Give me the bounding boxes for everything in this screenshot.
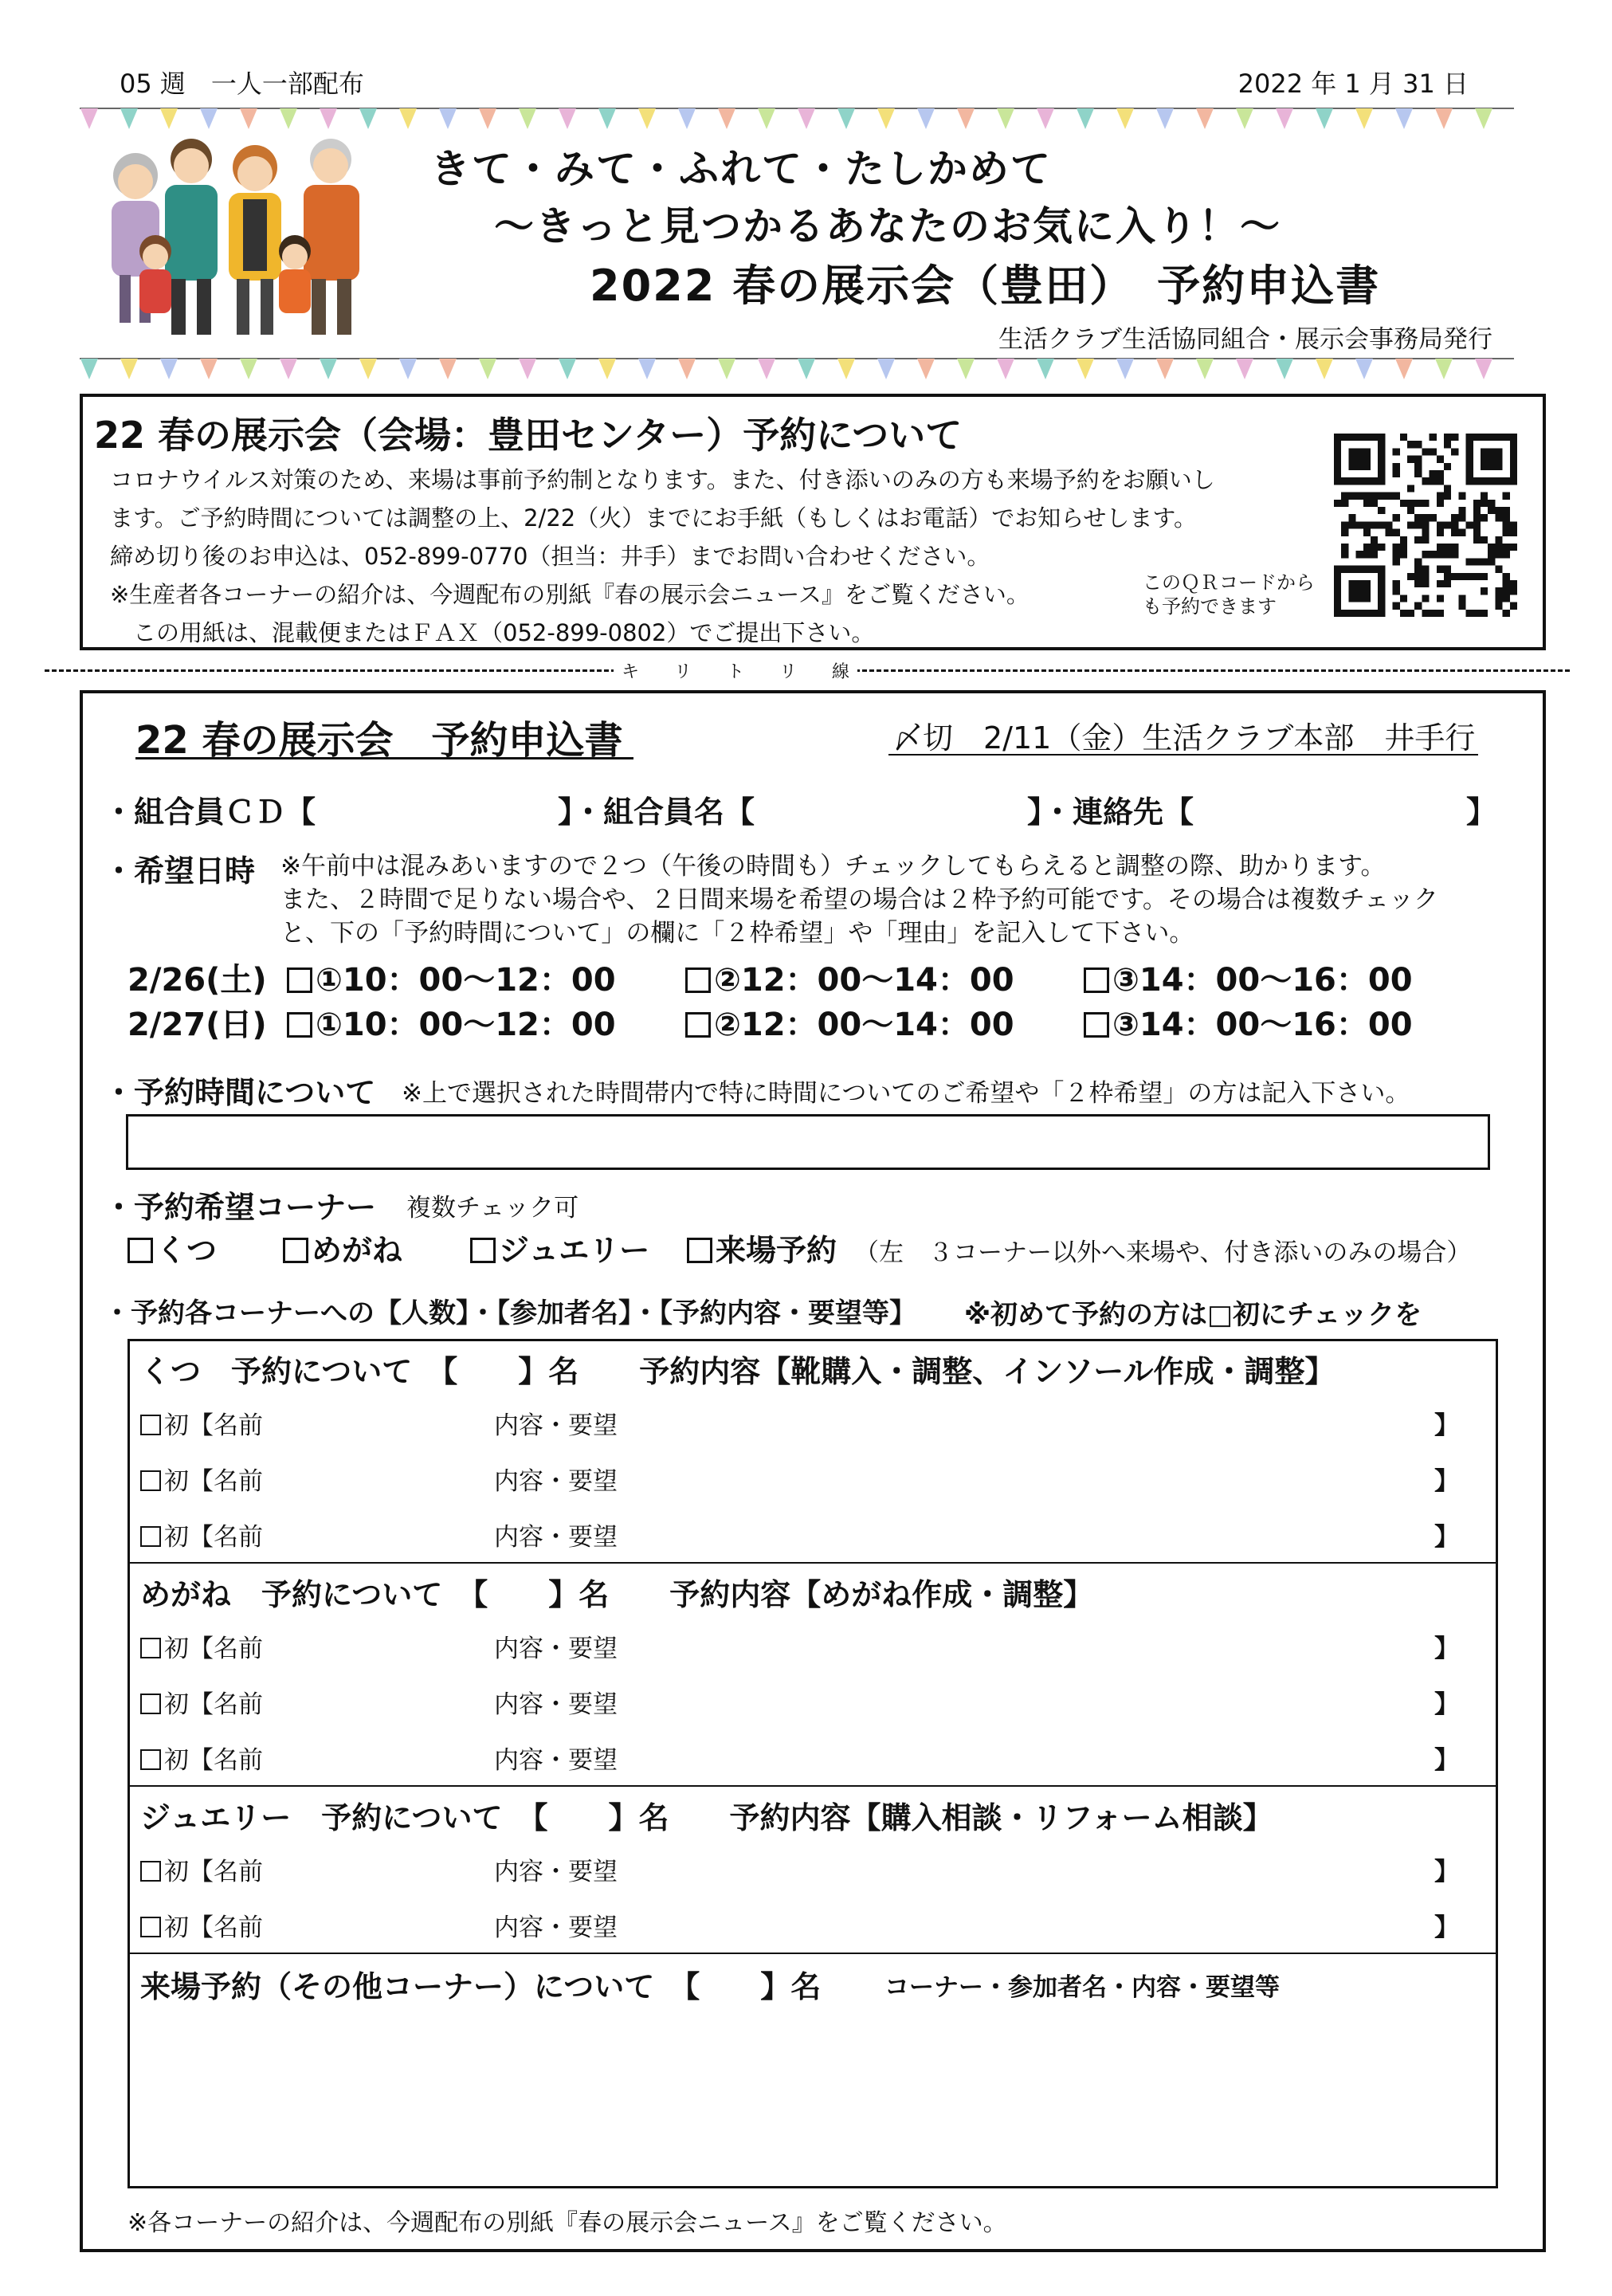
row-jewelry-2-end: 】 bbox=[1434, 1913, 1459, 1942]
bunting-flag bbox=[758, 108, 775, 129]
slot-2-2[interactable]: ②12：00～14：00 bbox=[685, 999, 1014, 1045]
checkbox[interactable] bbox=[140, 1917, 161, 1937]
bunting-flag bbox=[1355, 108, 1373, 129]
bunting-flag bbox=[837, 108, 855, 129]
bunting-flag bbox=[439, 359, 457, 379]
checkbox[interactable] bbox=[127, 1238, 153, 1263]
time-input[interactable] bbox=[126, 1114, 1490, 1170]
bunting-flag bbox=[559, 359, 576, 379]
row-megane-2-content: 内容・要望 bbox=[494, 1690, 618, 1719]
bunting-flag bbox=[957, 108, 975, 129]
row-kutsu-1-content: 内容・要望 bbox=[494, 1411, 618, 1440]
bunting-flag bbox=[399, 108, 417, 129]
bunting-flag bbox=[80, 359, 98, 379]
date-note-1: ※午前中は混みあいますので２つ（午後の時間も）チェックしてもらえると調整の際、助かります。 bbox=[280, 852, 1386, 881]
qr-caption-line-1: このＱＲコードから bbox=[1143, 571, 1315, 594]
section-divider bbox=[127, 1953, 1498, 1954]
section-title-megane: めがね 予約について 【 】名 予約内容【めがね作成・調整】 bbox=[140, 1577, 1094, 1612]
bunting-flag bbox=[240, 359, 257, 379]
member-fields[interactable]: ・組合員ＣＤ【 】・組合員名【 】・連絡先【 】 bbox=[104, 795, 1497, 830]
bunting-flag bbox=[80, 108, 98, 129]
bunting-flag bbox=[798, 359, 815, 379]
row-jewelry-2-content: 内容・要望 bbox=[494, 1913, 618, 1942]
section-title-jewelry: ジュエリー 予約について 【 】名 予約内容【購入相談・リフォーム相談】 bbox=[140, 1800, 1273, 1835]
footer-note: ※各コーナーの紹介は、今週配布の別紙『春の展示会ニュース』をご覧ください。 bbox=[127, 2209, 1007, 2237]
date-notes bbox=[280, 850, 1438, 950]
row-megane-1-first[interactable]: 初【名前 bbox=[140, 1628, 263, 1664]
checkbox[interactable] bbox=[470, 1238, 496, 1263]
row-jewelry-2-first[interactable]: 初【名前 bbox=[140, 1907, 263, 1943]
bunting-flag bbox=[997, 108, 1014, 129]
bunting-flag bbox=[320, 108, 337, 129]
checkbox[interactable] bbox=[287, 1012, 312, 1038]
each-note: ※初めて予約の方は□初にチェックを bbox=[964, 1299, 1422, 1331]
bunting-flag bbox=[1395, 359, 1413, 379]
bunting-flag bbox=[399, 359, 417, 379]
slot-2-1[interactable]: ①10：00～12：00 bbox=[287, 999, 616, 1045]
bunting-flag bbox=[1316, 359, 1333, 379]
bunting-flag bbox=[1116, 359, 1134, 379]
bunting-flag bbox=[598, 108, 616, 129]
checkbox[interactable] bbox=[1084, 967, 1109, 993]
week-label: 05 週 一人一部配布 bbox=[120, 69, 364, 99]
about-line-2: ます。ご予約時間については調整の上、2/22（火）までにお手紙（もしくはお電話）でお知らせします。 bbox=[110, 504, 1198, 532]
bunting-flag bbox=[1236, 108, 1253, 129]
date-note-3: と、下の「予約時間について」の欄に「２枠希望」や「理由」を記入して下さい。 bbox=[280, 919, 1194, 948]
about-box bbox=[80, 394, 1546, 650]
bunting-flag bbox=[120, 108, 138, 129]
bunting-flag bbox=[1116, 108, 1134, 129]
qr-caption-line-2: も予約できます bbox=[1143, 595, 1277, 618]
bunting-flag bbox=[917, 359, 935, 379]
bunting-flag bbox=[280, 359, 297, 379]
bunting-flag bbox=[280, 108, 297, 129]
corner-megane[interactable]: めがね bbox=[283, 1226, 402, 1270]
bunting-flag bbox=[1276, 108, 1293, 129]
bunting-flag bbox=[1475, 108, 1492, 129]
checkbox[interactable] bbox=[140, 1470, 161, 1491]
title-line-3: 2022 春の展示会（豊田） 予約申込書 bbox=[590, 261, 1381, 311]
visit-input[interactable] bbox=[135, 2016, 1490, 2184]
bunting-flag bbox=[1236, 359, 1253, 379]
corner-label: ・予約希望コーナー bbox=[104, 1190, 377, 1225]
each-label: ・予約各コーナーへの【人数】・【参加者名】・【予約内容・要望等】 bbox=[104, 1297, 916, 1329]
about-line-5: この用紙は、混載便またはＦＡＸ（052-899-0802）でご提出下さい。 bbox=[110, 619, 875, 646]
checkbox[interactable] bbox=[687, 1238, 712, 1263]
date-label: ・希望日時 bbox=[104, 854, 256, 889]
checkbox[interactable] bbox=[140, 1415, 161, 1435]
bunting-flag bbox=[1077, 108, 1094, 129]
bunting-flag bbox=[877, 359, 895, 379]
bunting-flag bbox=[160, 359, 178, 379]
row-kutsu-2-first[interactable]: 初【名前 bbox=[140, 1461, 263, 1497]
slot-2-3[interactable]: ③14：00～16：00 bbox=[1084, 999, 1413, 1045]
cut-line-label: キ リ ト リ 線 bbox=[614, 658, 857, 683]
bunting-flag bbox=[320, 359, 337, 379]
bunting-flag bbox=[559, 108, 576, 129]
qr-code-icon[interactable] bbox=[1334, 434, 1517, 617]
slot-1-2[interactable]: ②12：00～14：00 bbox=[685, 955, 1014, 1000]
bunting-flag bbox=[638, 108, 656, 129]
about-line-1: コロナウイルス対策のため、来場は事前予約制となります。また、付き添いのみの方も来場予約をお願いし bbox=[110, 466, 1215, 493]
row-megane-3-end: 】 bbox=[1434, 1746, 1459, 1775]
visit-title: 来場予約（その他コーナー）について 【 】名 bbox=[140, 1969, 822, 2004]
row-kutsu-2-content: 内容・要望 bbox=[494, 1467, 618, 1496]
bunting-flag bbox=[598, 359, 616, 379]
checkbox[interactable] bbox=[283, 1238, 308, 1263]
date-note-2: また、２時間で足りない場合や、２日間来場を希望の場合は２枠予約可能です。その場合は複数チェック bbox=[280, 885, 1438, 914]
title-line-1: きて・みて・ふれて・たしかめて bbox=[430, 146, 1052, 192]
corner-visit[interactable]: 来場予約 bbox=[687, 1226, 837, 1270]
deadline-underline bbox=[888, 754, 1478, 756]
row-kutsu-3-content: 内容・要望 bbox=[494, 1523, 618, 1552]
bunting-flag bbox=[1077, 359, 1094, 379]
bunting-flag bbox=[200, 359, 218, 379]
bunting-flag bbox=[798, 108, 815, 129]
checkbox[interactable] bbox=[140, 1861, 161, 1882]
bunting-flag bbox=[877, 108, 895, 129]
section-title-kutsu: くつ 予約について 【 】名 予約内容【靴購入・調整、インソール作成・調整】 bbox=[140, 1354, 1335, 1389]
time-label: ・予約時間について bbox=[104, 1075, 376, 1110]
bunting-flag bbox=[1037, 108, 1054, 129]
bunting-flag bbox=[120, 359, 138, 379]
bunting-flag bbox=[1395, 108, 1413, 129]
checkbox[interactable] bbox=[1084, 1012, 1109, 1038]
time-note: ※上で選択された時間帯内で特に時間についてのご希望や「２枠希望」の方は記入下さい。 bbox=[402, 1079, 1410, 1108]
bunting-flag bbox=[638, 359, 656, 379]
checkbox[interactable] bbox=[140, 1526, 161, 1547]
row-kutsu-2-end: 】 bbox=[1434, 1467, 1459, 1496]
bunting-flag bbox=[678, 108, 696, 129]
qr-caption bbox=[1143, 571, 1315, 618]
row-megane-1-content: 内容・要望 bbox=[494, 1635, 618, 1663]
day-label-2: 2/27(日) bbox=[127, 1007, 267, 1043]
corner-jewelry[interactable]: ジュエリー bbox=[470, 1226, 649, 1270]
bunting-flag bbox=[997, 359, 1014, 379]
corner-kutsu[interactable]: くつ bbox=[127, 1226, 217, 1270]
publisher: 生活クラブ生活協同組合・展示会事務局発行 bbox=[998, 325, 1492, 354]
bunting-bottom-icon bbox=[80, 355, 1514, 384]
row-megane-3-first[interactable]: 初【名前 bbox=[140, 1740, 263, 1776]
slot-1-3[interactable]: ③14：00～16：00 bbox=[1084, 955, 1413, 1000]
about-text bbox=[110, 461, 1369, 652]
bunting-flag bbox=[957, 359, 975, 379]
bunting-flag bbox=[479, 359, 496, 379]
bunting-flag bbox=[200, 108, 218, 129]
bunting-flag bbox=[359, 108, 377, 129]
row-kutsu-1-first[interactable]: 初【名前 bbox=[140, 1405, 263, 1441]
row-kutsu-3-first[interactable]: 初【名前 bbox=[140, 1517, 263, 1552]
bunting-flag bbox=[519, 359, 536, 379]
checkbox[interactable] bbox=[685, 967, 711, 993]
bunting-flag bbox=[1156, 359, 1174, 379]
bunting-flag bbox=[1355, 359, 1373, 379]
about-heading: 22 春の展示会（会場：豊田センター）予約について bbox=[94, 414, 963, 457]
bunting-flag bbox=[1475, 359, 1492, 379]
section-divider bbox=[127, 1562, 1498, 1564]
bunting-flag bbox=[917, 108, 935, 129]
row-megane-2-first[interactable]: 初【名前 bbox=[140, 1684, 263, 1720]
bunting-flag bbox=[1196, 359, 1214, 379]
bunting-flag bbox=[718, 108, 735, 129]
row-jewelry-1-content: 内容・要望 bbox=[494, 1858, 618, 1886]
issue-date: 2022 年 1 月 31 日 bbox=[1237, 69, 1469, 99]
visit-sub: コーナー・参加者名・内容・要望等 bbox=[884, 1973, 1280, 2002]
checkbox[interactable] bbox=[287, 967, 312, 993]
about-line-4: ※生産者各コーナーの紹介は、今週配布の別紙『春の展示会ニュース』をご覧ください。 bbox=[110, 581, 1030, 608]
checkbox[interactable] bbox=[140, 1638, 161, 1658]
bunting-flag bbox=[678, 359, 696, 379]
checkbox[interactable] bbox=[140, 1749, 161, 1770]
form-title: 22 春の展示会 予約申込書 bbox=[135, 718, 623, 763]
row-megane-2-end: 】 bbox=[1434, 1690, 1459, 1719]
corner-tail: （左 ３コーナー以外へ来場や、付き添いのみの場合） bbox=[854, 1238, 1472, 1267]
checkbox[interactable] bbox=[140, 1694, 161, 1714]
bunting-flag bbox=[1196, 108, 1214, 129]
bunting-flag bbox=[1316, 108, 1333, 129]
bunting-flag bbox=[439, 108, 457, 129]
row-megane-3-content: 内容・要望 bbox=[494, 1746, 618, 1775]
checkbox[interactable] bbox=[685, 1012, 711, 1038]
bunting-flag bbox=[519, 108, 536, 129]
row-megane-1-end: 】 bbox=[1434, 1635, 1459, 1663]
deadline: 〆切 2/11（金）生活クラブ本部 井手行 bbox=[892, 720, 1476, 756]
corner-note: 複数チェック可 bbox=[406, 1194, 579, 1223]
bunting-flag bbox=[1435, 108, 1453, 129]
bunting-flag bbox=[1037, 359, 1054, 379]
bunting-flag bbox=[1276, 359, 1293, 379]
family-illustration-icon bbox=[92, 128, 394, 343]
row-jewelry-1-end: 】 bbox=[1434, 1858, 1459, 1886]
section-divider bbox=[127, 1785, 1498, 1787]
bunting-flag bbox=[758, 359, 775, 379]
bunting-flag bbox=[359, 359, 377, 379]
form-title-underline bbox=[135, 757, 633, 759]
bunting-flag bbox=[240, 108, 257, 129]
row-kutsu-1-end: 】 bbox=[1434, 1411, 1459, 1440]
bunting-flag bbox=[479, 108, 496, 129]
about-line-3: 締め切り後のお申込は、052-899-0770（担当：井手）までお問い合わせください。 bbox=[110, 543, 990, 570]
bunting-flag bbox=[160, 108, 178, 129]
bunting-flag bbox=[837, 359, 855, 379]
bunting-flag bbox=[718, 359, 735, 379]
row-kutsu-3-end: 】 bbox=[1434, 1523, 1459, 1552]
bunting-flag bbox=[1435, 359, 1453, 379]
row-jewelry-1-first[interactable]: 初【名前 bbox=[140, 1851, 263, 1887]
slot-1-1[interactable]: ①10：00～12：00 bbox=[287, 955, 616, 1000]
day-label-1: 2/26(土) bbox=[127, 962, 267, 999]
title-line-2: ～きっと見つかるあなたのお気に入り！～ bbox=[494, 203, 1281, 249]
bunting-flag bbox=[1156, 108, 1174, 129]
